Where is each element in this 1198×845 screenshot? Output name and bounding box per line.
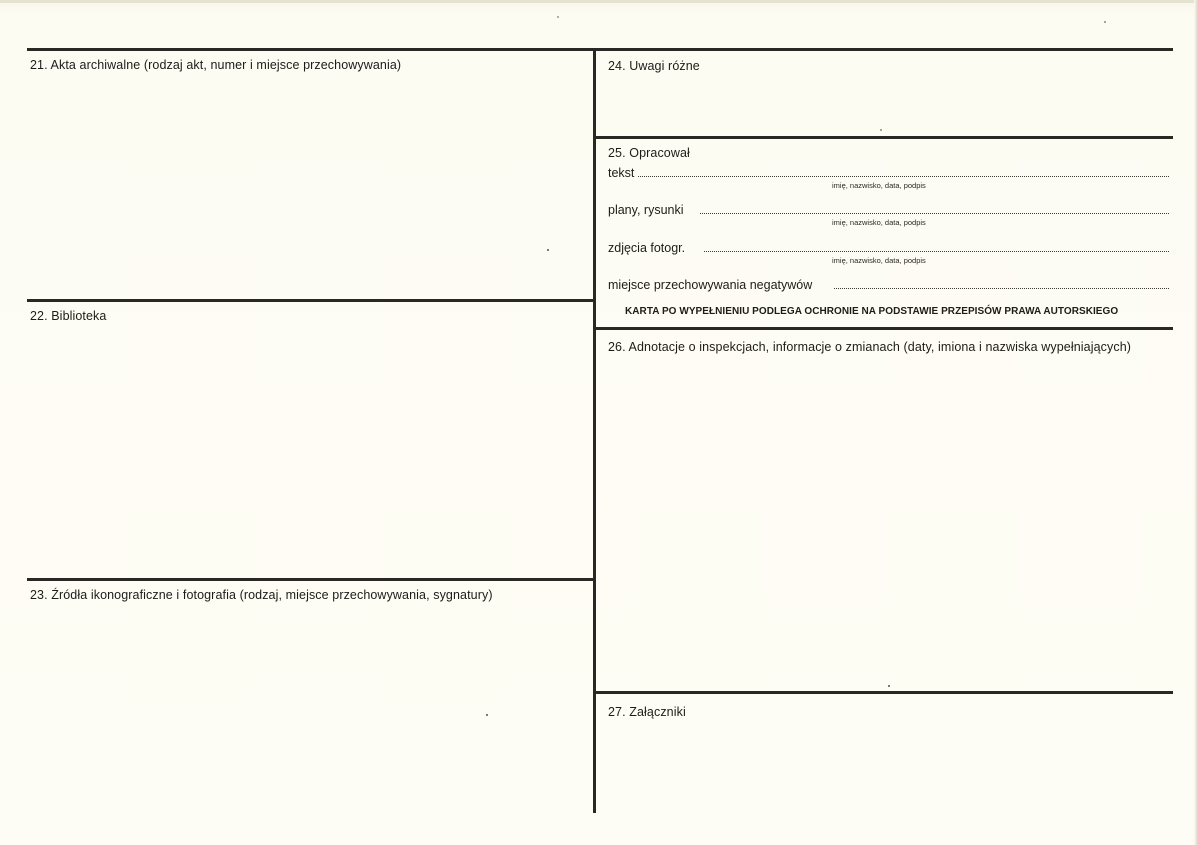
photos-author-line — [704, 251, 1169, 252]
plans-author-label: plany, rysunki — [608, 203, 684, 217]
field-27-label: 27. Załączniki — [608, 705, 686, 719]
plans-author-hint: imię, nazwisko, data, podpis — [832, 218, 926, 227]
paper-edge-right — [1194, 0, 1198, 845]
rule-22-23 — [27, 578, 595, 581]
text-author-label: tekst — [608, 166, 635, 180]
paper-speck — [557, 16, 559, 18]
center-divider — [593, 48, 596, 813]
field-23-label: 23. Źródła ikonograficzne i fotografia (rodzaj, miejsce przechowywania, sygnatury) — [30, 588, 493, 602]
text-author-line — [638, 176, 1169, 177]
paper-speck — [1104, 21, 1106, 23]
paper-speck — [888, 685, 890, 687]
photos-author-label: zdjęcia fotogr. — [608, 241, 686, 255]
field-26-label: 26. Adnotacje o inspekcjach, informacje o zmianach (daty, imiona i nazwiska wypełniających) — [608, 340, 1132, 354]
text-author-hint: imię, nazwisko, data, podpis — [832, 181, 926, 190]
field-21-label: 21. Akta archiwalne (rodzaj akt, numer i miejsce przechowywania) — [30, 58, 402, 72]
plans-author-line — [700, 213, 1169, 214]
top-rule — [27, 48, 1173, 51]
paper-speck — [880, 129, 882, 131]
rule-26-27 — [595, 691, 1173, 694]
rule-25-26 — [595, 327, 1173, 330]
copyright-notice: KARTA PO WYPEŁNIENIU PODLEGA OCHRONIE NA PODSTAWIE PRZEPISÓW PRAWA AUTORSKIEGO — [625, 306, 1119, 317]
rule-24-25 — [595, 136, 1173, 139]
negatives-location-label: miejsce przechowywania negatywów — [608, 278, 813, 292]
field-24-label: 24. Uwagi różne — [608, 59, 700, 73]
paper-speck — [486, 714, 488, 716]
paper-speck — [547, 249, 549, 251]
paper-edge-top — [0, 0, 1198, 3]
field-25-label: 25. Opracował — [608, 146, 690, 160]
rule-21-22 — [27, 299, 595, 302]
negatives-location-line — [834, 288, 1169, 289]
photos-author-hint: imię, nazwisko, data, podpis — [832, 256, 926, 265]
field-22-label: 22. Biblioteka — [30, 309, 107, 323]
